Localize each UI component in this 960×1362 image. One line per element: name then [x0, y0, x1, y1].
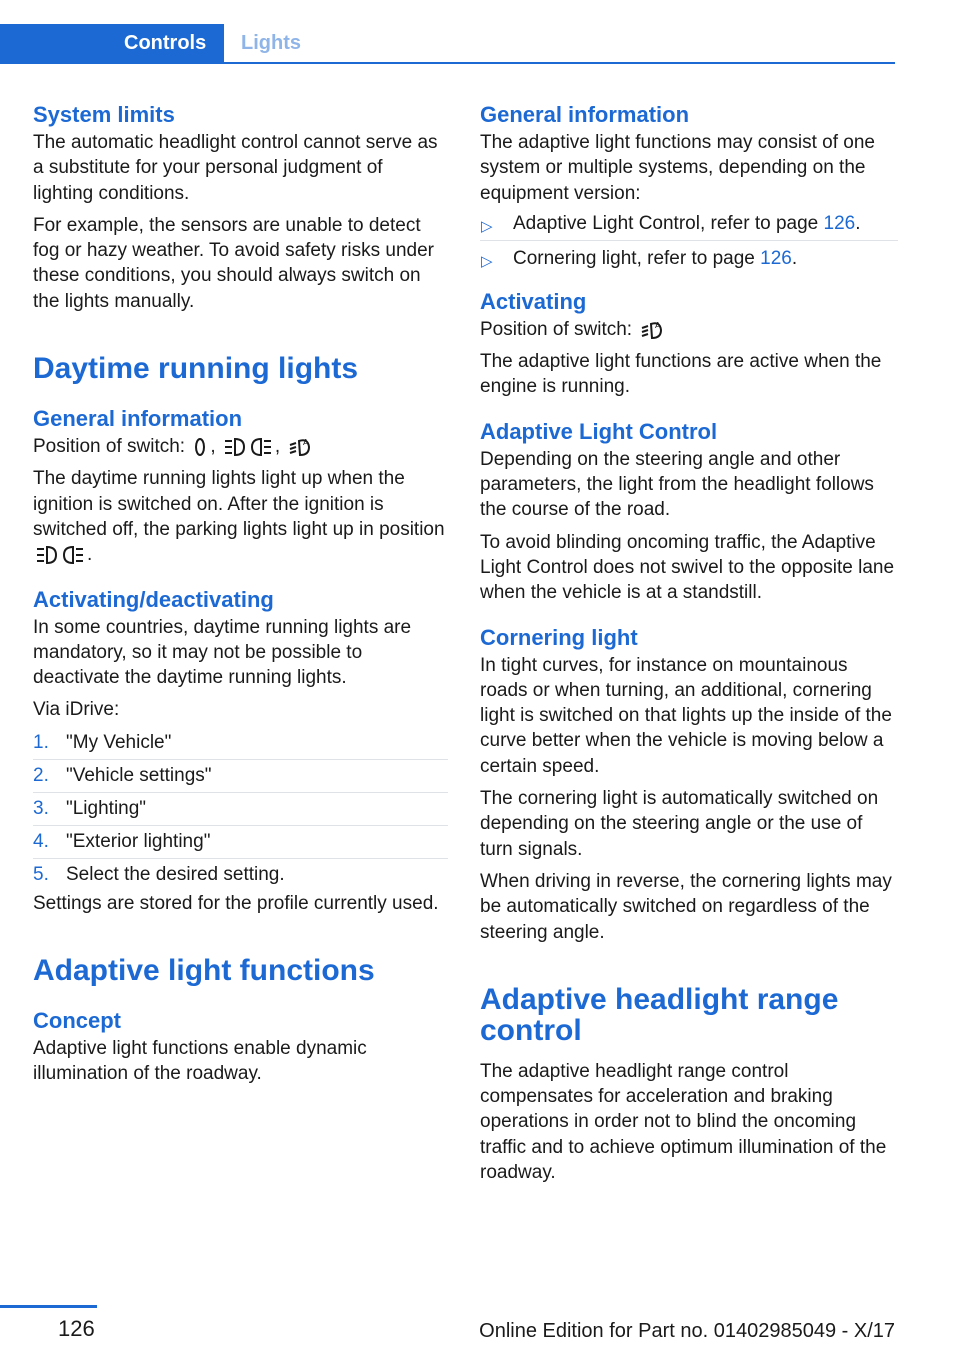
svg-text:A: A: [655, 320, 661, 330]
system-limits-paragraph-2: For example, the sensors are unable to detect fog or hazy weather. To avoid safety risks under these conditions, you should always switch on the lights manually.: [33, 214, 434, 312]
concept-heading: Concept: [33, 1008, 121, 1034]
cornering-paragraph-1: In tight curves, for instance on mountainous roads or when turning, an additional, cornering light is switched on that lights up the inside of the curve better when the vehicle is moving below a certain speed.: [480, 654, 892, 777]
list-item: ▷ Cornering light, refer to page 126.: [480, 241, 898, 275]
list-item: 1. "My Vehicle": [33, 727, 448, 760]
footer-rule: [0, 1305, 97, 1308]
adaptive-general-paragraph: The adaptive light functions may consist of one system or multiple systems, depending on the equipment version:: [480, 132, 876, 204]
via-idrive-label: Via iDrive:: [33, 699, 120, 721]
system-limits-heading: System limits: [33, 102, 175, 127]
adaptive-general-heading: General information: [480, 102, 690, 127]
alc-paragraph-2: To avoid blinding oncoming traffic, the Adaptive Light Control does not swivel to the opposite lane when the vehicle is at a standstill.: [480, 531, 895, 604]
tab-controls-label: Controls: [124, 32, 207, 54]
header-tabbar: [0, 24, 895, 64]
drl-switch-position: Position of switch: , , A: [33, 434, 448, 459]
ahrc-paragraph: The adaptive headlight range control compensates for acceleration and braking operations in order not to blind the oncoming traffic and to achieve optimum illumination of the roadway.: [480, 1060, 887, 1184]
parking-lights-icon: [224, 436, 272, 458]
left-column: [33, 100, 448, 1087]
triangle-bullet-icon: ▷: [481, 252, 493, 270]
tab-controls[interactable]: [0, 24, 224, 62]
svg-text:A: A: [303, 438, 309, 448]
cornering-paragraph-3: When driving in reverse, the cornering lights may be automatically switched on regardless of the steering angle.: [480, 870, 892, 943]
automatic-headlight-icon: [640, 319, 666, 341]
switch-position-0-icon: [193, 436, 207, 458]
idrive-steps-list: [33, 727, 448, 891]
list-item: 3. "Lighting": [33, 793, 448, 826]
system-limits-paragraph-1: The automatic headlight control cannot serve as a substitute for your personal judgment of lighting conditions.: [33, 132, 438, 204]
list-item: 4. "Exterior lighting": [33, 826, 448, 859]
settings-stored-paragraph: Settings are stored for the profile currently used.: [33, 892, 439, 914]
edition-note: Online Edition for Part no. 01402985049 - X/17: [479, 1320, 895, 1342]
drl-activating-paragraph: In some countries, daytime running lights are mandatory, so it may not be possible to deactivate the daytime running lights.: [33, 616, 412, 689]
automatic-headlight-icon: [288, 436, 314, 458]
adaptive-systems-list: [480, 206, 898, 275]
drl-position-label: Position of switch:: [33, 436, 186, 458]
tab-lights[interactable]: Lights: [241, 32, 301, 54]
adaptive-light-control-heading: Adaptive Light Control: [480, 418, 718, 444]
activating-switch-position: Position of switch: A: [480, 317, 898, 342]
activating-paragraph: The adaptive light functions are active when the engine is running.: [480, 351, 882, 398]
right-column: [480, 100, 898, 1185]
concept-paragraph: Adaptive light functions enable dynamic illumination of the roadway.: [33, 1038, 367, 1085]
triangle-bullet-icon: ▷: [481, 217, 493, 235]
list-item: 5. Select the desired setting.: [33, 863, 285, 885]
adaptive-light-functions-title: Adaptive light functions: [33, 954, 375, 988]
activating-heading: Activating: [480, 288, 587, 314]
drl-activating-heading: Activating/deactivating: [33, 586, 274, 612]
alc-paragraph-1: Depending on the steering angle and other parameters, the light from the headlight follows the course of the road.: [480, 448, 874, 521]
drl-paragraph-1: The daytime running lights light up when the ignition is switched on. After the ignition is switched off, the parking lights light up in position .: [33, 468, 445, 566]
list-item: ▷ Adaptive Light Control, refer to page 126.: [480, 206, 898, 241]
drl-general-heading: General information: [33, 406, 243, 432]
page-number: 126: [58, 1316, 95, 1341]
page-link[interactable]: 126: [823, 212, 856, 234]
list-item: 2. "Vehicle settings": [33, 760, 448, 793]
adaptive-headlight-range-title: Adaptive headlight range control: [480, 982, 839, 1047]
daytime-running-lights-title: Daytime running lights: [33, 352, 359, 386]
page-link[interactable]: 126: [760, 247, 792, 269]
cornering-light-heading: Cornering light: [480, 624, 638, 650]
cornering-paragraph-2: The cornering light is automatically switched on depending on the steering angle or the use of turn signals.: [480, 788, 879, 860]
parking-lights-icon: [36, 544, 84, 566]
